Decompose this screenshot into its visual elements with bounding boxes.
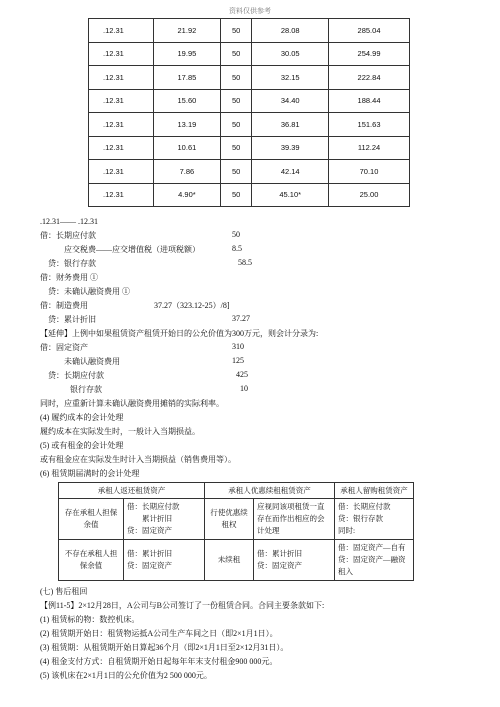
table-cell: 50 [220, 113, 252, 137]
section-heading: (七) 售后租回 [40, 587, 88, 596]
table-cell: 254.99 [329, 42, 410, 66]
table-cell: 存在承租人担保余值 [59, 499, 124, 540]
table-cell: .12.31 [89, 160, 154, 184]
table-cell: 应视同该项租赁一直存在而作出相应的会计处理 [254, 499, 335, 540]
table-row [89, 66, 410, 90]
text-line: (1) 租赁标的物：数控机床。 [40, 615, 140, 624]
entry-line: 未确认融资费用 [64, 357, 120, 366]
table-cell: .12.31 [89, 89, 154, 113]
entry-line: 贷：银行存款 [48, 259, 96, 268]
table-cell: 21.92 [154, 19, 221, 43]
text-line: (5) 该机床在2×1月1日的公允价值为2 500 000元。 [40, 671, 212, 680]
amount: 37.27 [232, 314, 250, 323]
entry-line: 借：固定资产 [40, 343, 88, 352]
date-range: .12.31—— .12.31 [40, 217, 98, 226]
table-cell: 42.14 [252, 160, 329, 184]
table-cell: 30.05 [252, 42, 329, 66]
table-cell: 50 [220, 136, 252, 160]
table-cell: .12.31 [89, 113, 154, 137]
entry-line: 借：长期应付款 [40, 231, 96, 240]
table-cell: 19.95 [154, 42, 221, 66]
table-row [89, 160, 410, 184]
example-title: 【例11-5】2×12月28日，A公司与B公司签订了一份租赁合同。合同主要条款如下: [40, 601, 325, 610]
section-heading: (5) 或有租金的会计处理 [40, 441, 124, 450]
column-header: 承租人返还租赁资产 [59, 483, 205, 499]
entry-line: 银行存款 [70, 385, 102, 394]
table-cell: 28.08 [252, 19, 329, 43]
text-line: 或有租金应在实际发生时计入当期损益（销售费用等）。 [40, 455, 236, 464]
table-cell: 50 [220, 160, 252, 184]
table-cell: 借：固定资产—自有 贷：固定资产—融资租入 [335, 540, 414, 581]
table-row [89, 136, 410, 160]
table-row [89, 183, 410, 207]
amount: 425 [236, 370, 248, 379]
table-cell: 10.61 [154, 136, 221, 160]
table-row [89, 89, 410, 113]
table-cell: .12.31 [89, 19, 154, 43]
entry-line: 借：财务费用 ① [40, 273, 98, 282]
text-line: 同时，应重新计算未确认融资费用摊销的实际利率。 [40, 399, 224, 408]
entry-line: 贷：长期应付款 [48, 371, 104, 380]
table-cell: 借：长期应付款 累计折旧 贷：固定资产 [124, 499, 205, 540]
table-cell: 285.04 [329, 19, 410, 43]
amount: 8.5 [232, 244, 242, 253]
table-cell: 151.63 [329, 113, 410, 137]
lease-end-table [58, 482, 414, 581]
entry-line: 贷：未确认融资费用 ① [48, 287, 130, 296]
table-cell: 36.81 [252, 113, 329, 137]
amortization-table [88, 18, 410, 207]
table-cell: 7.86 [154, 160, 221, 184]
table-cell: 50 [220, 66, 252, 90]
section-heading: (4) 履约成本的会计处理 [40, 413, 124, 422]
table-cell: 行使优惠续租权 [205, 499, 254, 540]
table-cell: 50 [220, 89, 252, 113]
extension-note: 【延伸】上例中如果租赁资产租赁开始日的公允价值为300万元，则会计分录为: [40, 329, 319, 338]
table-cell: 32.15 [252, 66, 329, 90]
text-line: (4) 租金支付方式：自租赁期开始日起每年年末支付租金900 000元。 [40, 657, 278, 666]
table-cell: 15.60 [154, 89, 221, 113]
table-cell: 188.44 [329, 89, 410, 113]
table-row [89, 19, 410, 43]
table-cell: 50 [220, 42, 252, 66]
table-row [89, 42, 410, 66]
table-cell: 不存在承租人担保余值 [59, 540, 124, 581]
text-line: (2) 租赁期开始日：租赁物运抵A公司生产车间之日（即2×1月1日）。 [40, 629, 278, 638]
table-cell: .12.31 [89, 66, 154, 90]
text-line: (3) 租赁期：从租赁期开始日算起36个月（即2×1月1日至2×12月31日）。 [40, 643, 289, 652]
table-cell: 借：累计折旧 贷：固定资产 [124, 540, 205, 581]
table-cell: .12.31 [89, 136, 154, 160]
table-cell: 4.90* [154, 183, 221, 207]
text-line: 履约成本在实际发生时，一般计入当期损益。 [40, 427, 200, 436]
table-cell: 50 [220, 183, 252, 207]
entry-line: 借：制造费用 [40, 301, 88, 310]
entry-line: 贷：累计折旧 [48, 315, 96, 324]
table-row [89, 113, 410, 137]
column-header: 承租人优惠续租租赁资产 [205, 483, 335, 499]
table-cell: 70.10 [329, 160, 410, 184]
table-cell: .12.31 [89, 183, 154, 207]
amount: 310 [232, 342, 244, 351]
table-cell: 13.19 [154, 113, 221, 137]
amount: 58.5 [238, 258, 252, 267]
table-cell: 17.85 [154, 66, 221, 90]
page-header: 资料仅供参考 [229, 7, 271, 15]
table-cell: 222.84 [329, 66, 410, 90]
table-cell: 45.10* [252, 183, 329, 207]
entry-line: 应交税费——应交增值税（进项税额） [64, 245, 200, 254]
table-cell: 未续租 [205, 540, 254, 581]
amount: 37.27（323.12-25）/8] [154, 301, 230, 310]
table-cell: 39.39 [252, 136, 329, 160]
amount: 10 [240, 384, 248, 393]
table-cell: 50 [220, 19, 252, 43]
section-heading: (6) 租赁期届满时的会计处理 [40, 469, 140, 478]
table-cell: 34.40 [252, 89, 329, 113]
amount: 125 [232, 356, 244, 365]
amount: 50 [232, 230, 240, 239]
table-cell: 25.00 [329, 183, 410, 207]
table-cell: 借：累计折旧 贷：固定资产 [254, 540, 335, 581]
table-cell: 112.24 [329, 136, 410, 160]
table-cell: 借：长期应付款 贷：银行存款 同时: [335, 499, 414, 540]
table-cell: .12.31 [89, 42, 154, 66]
column-header: 承租人留购租赁资产 [335, 483, 414, 499]
